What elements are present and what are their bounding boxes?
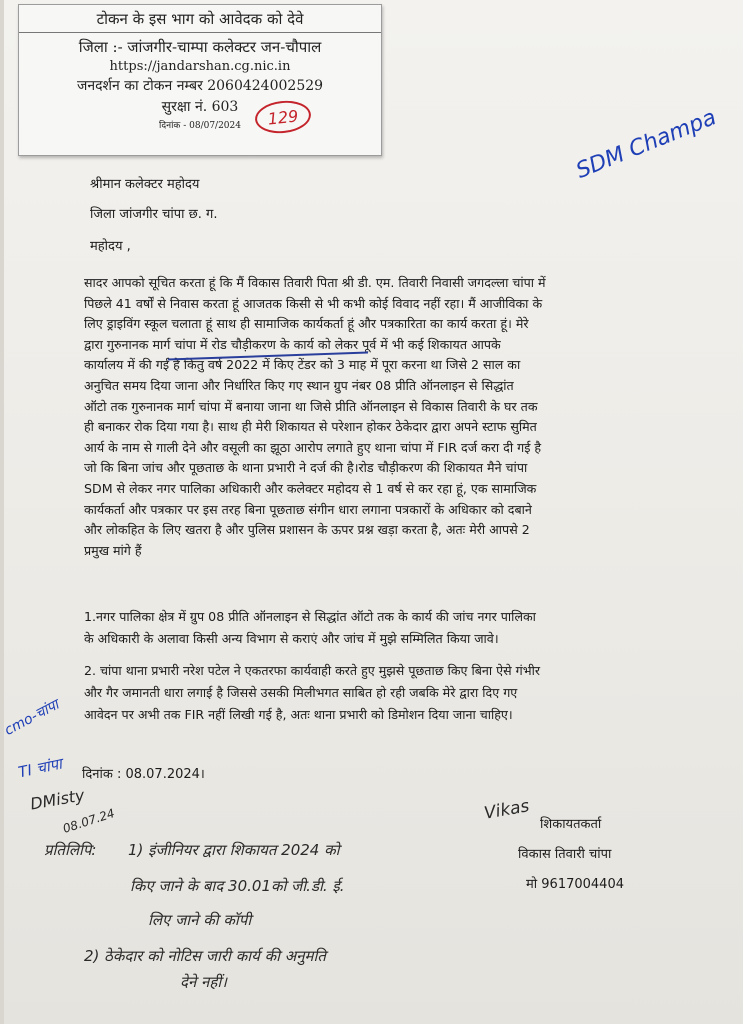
body-line: पिछले 41 वर्षों से निवास करता हूं आजतक किसी से भी कभी कोई विवाद नहीं रहा। मैं आजीविका के xyxy=(84,295,543,311)
circled-number: 129 xyxy=(253,98,312,136)
complainant-mobile: मो 9617004404 xyxy=(526,877,624,892)
body-line: आर्य के नाम से गाली देने और वसूली का झूठा आरोप लगाते हुए थाना चांपा में FIR दर्ज करा दी गई है xyxy=(84,439,542,455)
addressee: श्रीमान कलेक्टर महोदय xyxy=(90,177,200,192)
margin-initials: DMisty xyxy=(28,785,86,814)
demand-1-line: 1.नगर पालिका क्षेत्र में ग्रुप 08 प्रीति ऑनलाइन से सिद्धांत ऑटो तक के कार्य की जांच नगर पालिका xyxy=(84,609,536,624)
token-security-number: सुरक्षा नं. 603 xyxy=(161,99,239,115)
copy-label: प्रतिलिपि: xyxy=(44,841,97,859)
token-date: दिनांक - 08/07/2024 xyxy=(159,121,241,131)
copy-note-line: 1) इंजीनियर द्वारा शिकायत 2024 को xyxy=(128,841,340,859)
addressee-district: जिला जांजगीर चांपा छ. ग. xyxy=(90,207,218,222)
token-url: https://jandarshan.cg.nic.in xyxy=(109,59,291,74)
demand-2-line: आवेदन पर अभी तक FIR नहीं लिखी गई है, अतः थाना प्रभारी को डिमोशन दिया जाना चाहिए। xyxy=(84,707,513,722)
token-slip xyxy=(18,4,382,156)
body-line: जो कि बिना जांच और पूछताछ के थाना प्रभारी ने दर्ज की है।रोड चौड़ीकरण की शिकायत मैने चांपा xyxy=(84,460,528,476)
copy-note-line: लिए जाने की कॉपी xyxy=(148,911,252,929)
complainant-title: शिकायतकर्ता xyxy=(540,817,602,832)
body-line: लिए ड्राइविंग स्कूल चलाता हूं साथ ही सामाजिक कार्यकर्ता हूं और पत्रकारिता का कार्य करता हूं। मेरे xyxy=(84,316,529,332)
letter-body xyxy=(84,273,699,561)
body-line: अनुचित समय दिया जाना और निर्धारित किए गए स्थान ग्रुप नंबर 08 प्रीति ऑनलाइन से सिद्धांत xyxy=(84,377,514,393)
body-line: कार्यालय में की गई है किंतु वर्ष 2022 में किए टेंडर को 3 माह में पूरा करना था जिसे 2 साल का xyxy=(84,357,521,373)
demand-2-line: और गैर जमानती धारा लगाई है जिससे उसकी मिलीभगत साबित हो रही जबकि मेरे द्वारा दिए गए xyxy=(84,685,518,700)
token-header: टोकन के इस भाग को आवेदक को देवे xyxy=(19,9,381,33)
letter-date: दिनांक : 08.07.2024। xyxy=(82,767,205,782)
marginal-note-sdm: SDM Champa xyxy=(572,105,720,184)
complainant-name: विकास तिवारी चांपा xyxy=(518,847,612,862)
demand-1 xyxy=(84,606,699,650)
token-district: जिला :- जांजगीर-चाम्पा कलेक्टर जन-चौपाल xyxy=(78,38,322,56)
token-number: जनदर्शन का टोकन नम्बर 2060424002529 xyxy=(76,78,324,94)
body-line: ही बनाकर रोक दिया गया है। साथ ही मेरी शिकायत से परेशान होकर ठेकेदार द्वारा अपने स्टाफ सुमित xyxy=(84,419,537,435)
demand-2 xyxy=(84,660,699,726)
body-line: ऑटो तक गुरुनानक मार्ग चांपा में बनाया जाना था जिसे प्रीति ऑनलाइन से विकास तिवारी के घर तक xyxy=(84,398,538,414)
margin-note-cmo: cmo-चांपा xyxy=(1,697,62,739)
body-line: और लोकहित के लिए खतरा है और पुलिस प्रशासन के ऊपर प्रश्न खड़ा करता है, अतः मेरी आपसे 2 xyxy=(84,522,530,538)
body-line: द्वारा गुरुनानक मार्ग चांपा में रोड चौड़ीकरण के कार्य को लेकर पूर्व में भी कई शिकायत आपके xyxy=(84,336,501,352)
copy-note-line: 2) ठेकेदार को नोटिस जारी कार्य की अनुमति xyxy=(84,947,326,965)
demand-1-line: के अधिकारी के अलावा किसी अन्य विभाग से कराएं और जांच में मुझे सम्मिलित किया जावे। xyxy=(84,631,499,646)
copy-note-line: किए जाने के बाद 30.01को जी.डी. ई. xyxy=(130,877,345,895)
margin-date: 08.07.24 xyxy=(61,806,117,836)
body-line: सादर आपको सूचित करता हूं कि मैं विकास तिवारी पिता श्री डी. एम. तिवारी निवासी जगदल्ला चांपा में xyxy=(84,275,546,290)
complainant-signature: Vikas xyxy=(482,796,531,824)
copy-note-line: देने नहीं। xyxy=(180,973,227,991)
body-line: कार्यकर्ता और पत्रकार पर इस तरह बिना पूछताछ संगीन धारा लगाना पत्रकारों के अधिकार को दबाने xyxy=(84,501,532,517)
body-line: प्रमुख मांगे हैं xyxy=(84,542,142,558)
body-line: SDM से लेकर नगर पालिका अधिकारी और कलेक्टर महोदय से 1 वर्ष से कर रहा हूं, एक सामाजिक xyxy=(84,480,537,496)
salutation-sir: महोदय , xyxy=(90,239,131,254)
demand-2-line: 2. चांपा थाना प्रभारी नरेश पटेल ने एकतरफा कार्यवाही करते हुए मुझसे पूछताछ किए बिना ऐसे गंभीर xyxy=(84,663,541,678)
margin-note-ti: TI चांपा xyxy=(16,754,64,782)
